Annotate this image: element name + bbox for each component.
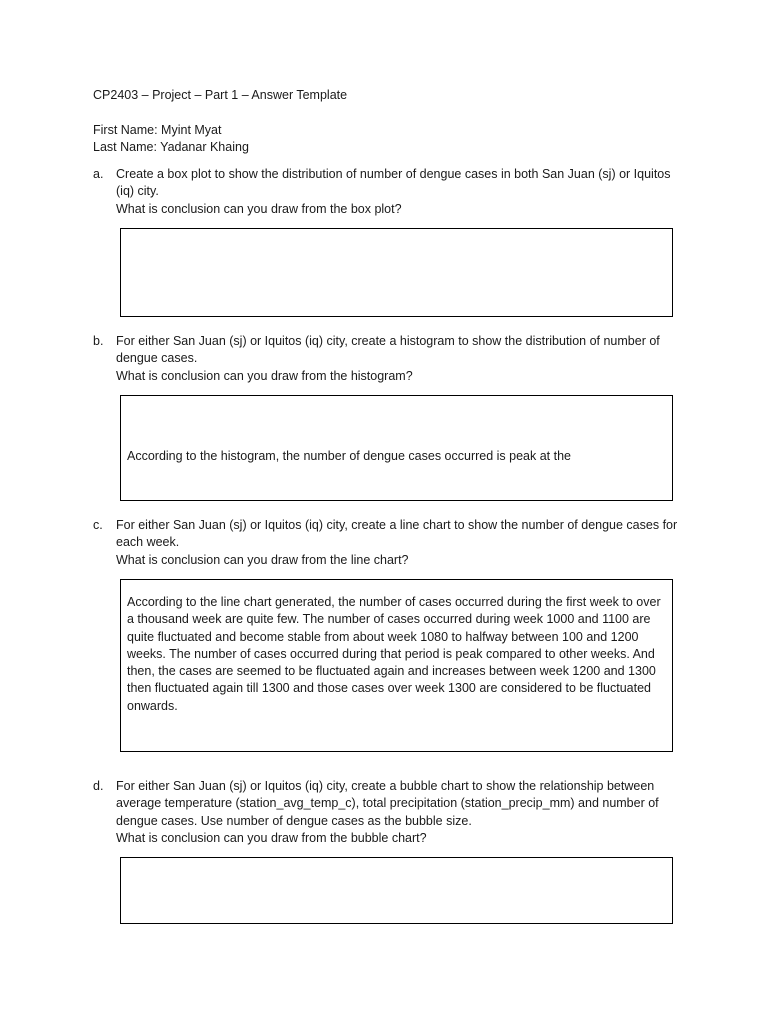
- answer-text: According to the histogram, the number of dengue cases occurred is peak at the: [127, 449, 572, 463]
- answer-box-a[interactable]: [120, 228, 673, 317]
- question-letter: a.: [93, 167, 104, 181]
- question-letter: b.: [93, 334, 104, 348]
- question-letter: c.: [93, 518, 103, 532]
- question-a: [93, 166, 683, 218]
- question-prompt: For either San Juan (sj) or Iquitos (iq) city, create a histogram to show the distribution of number of dengue cases.: [116, 334, 660, 366]
- answer-box-c[interactable]: [120, 579, 673, 752]
- question-ask: What is conclusion can you draw from the line chart?: [116, 552, 409, 567]
- question-c: [93, 517, 683, 569]
- question-prompt: For either San Juan (sj) or Iquitos (iq) city, create a line chart to show the number of dengue cases for each week.: [116, 518, 678, 550]
- question-prompt: Create a box plot to show the distribution of number of dengue cases in both San Juan (sj) or Iquitos (iq) city.: [116, 167, 671, 199]
- answer-text: According to the line chart generated, the number of cases occurred during the first week to over a thousand week are quite few. The number of cases occurred during week 1000 and 1100 are quite fluctuated and become stable from about week 1080 to halfway between 100 and 1200 weeks. The number of cases occurred during that period is peak compared to other weeks. And then, the cases are seemed to be fluctuated again and increases between week 1200 and 1300 then fluctuated again till 1300 and those cases over week 1300 are considered to be fluctuated onwards.: [127, 595, 661, 713]
- answer-box-d[interactable]: [120, 857, 673, 924]
- last-name-line: Last Name: Yadanar Khaing: [93, 140, 249, 154]
- document-title: CP2403 – Project – Part 1 – Answer Template: [93, 88, 348, 102]
- question-ask: What is conclusion can you draw from the bubble chart?: [116, 830, 427, 845]
- question-b: [93, 333, 683, 385]
- question-d: [93, 778, 683, 847]
- question-ask: What is conclusion can you draw from the box plot?: [116, 201, 402, 216]
- answer-box-b[interactable]: [120, 395, 673, 501]
- question-ask: What is conclusion can you draw from the histogram?: [116, 368, 413, 383]
- first-name-line: First Name: Myint Myat: [93, 123, 222, 137]
- question-letter: d.: [93, 779, 104, 793]
- question-prompt: For either San Juan (sj) or Iquitos (iq) city, create a bubble chart to show the relationship between average temperature (station_avg_temp_c), total precipitation (station_precip_mm) and number of dengue cases. Use number of dengue cases as the bubble size.: [116, 779, 659, 828]
